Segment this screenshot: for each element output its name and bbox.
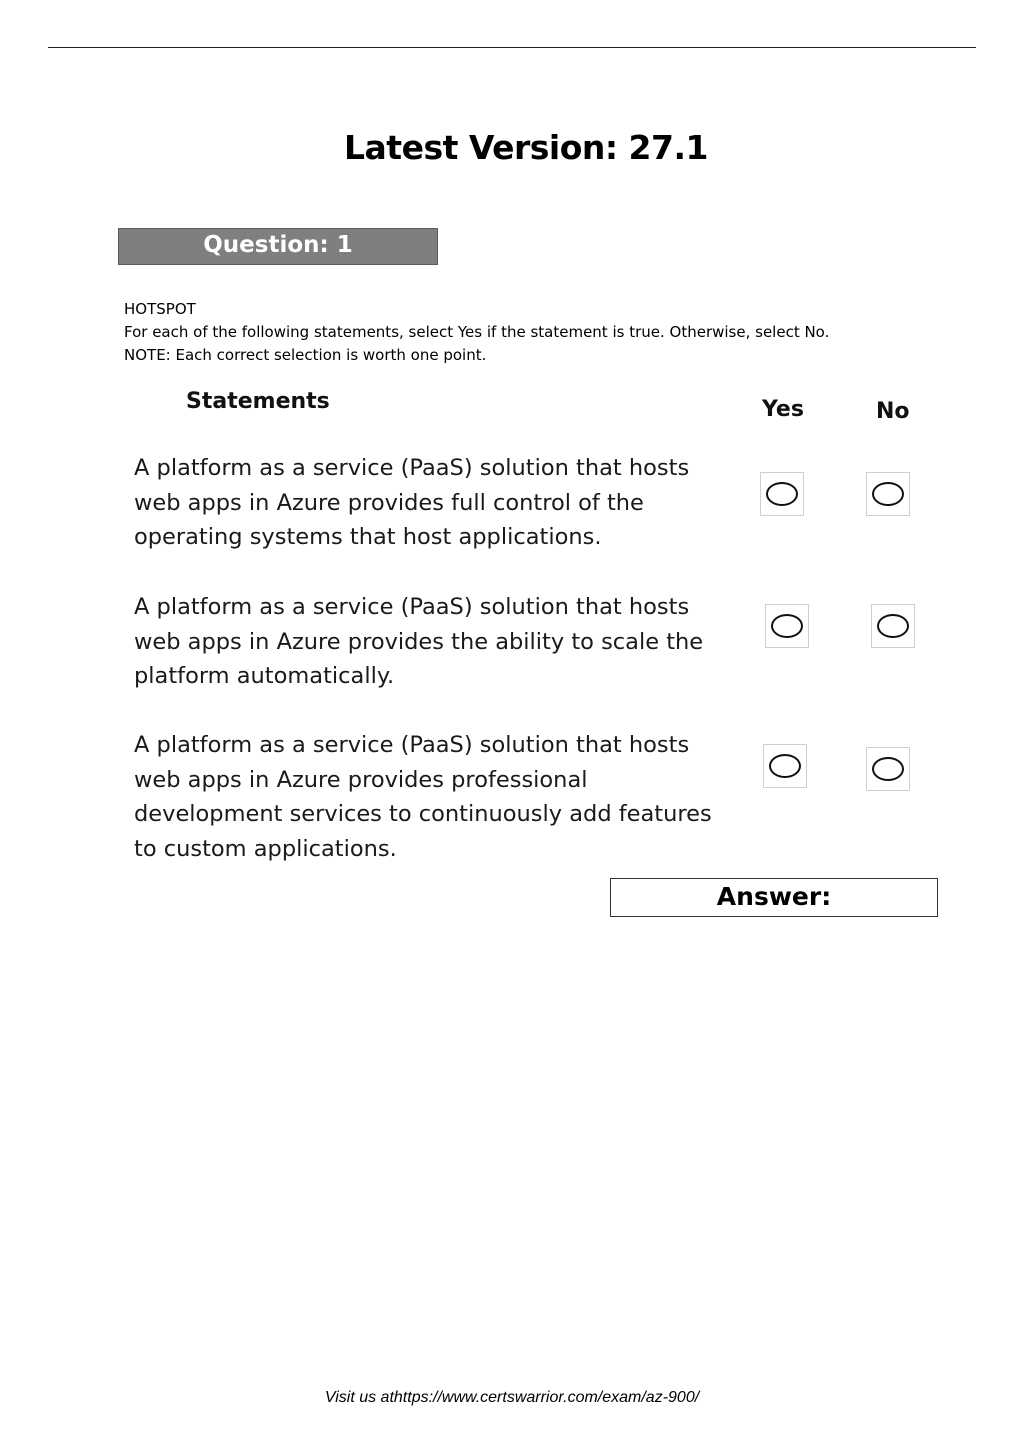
radio-circle-icon <box>877 614 909 638</box>
statement-line: web apps in Azure provides the ability to scale the <box>134 628 704 655</box>
answer-box <box>610 878 938 917</box>
question-instruction: For each of the following statements, select Yes if the statement is true. Otherwise, select No. <box>124 323 830 341</box>
statement-line: A platform as a service (PaaS) solution that hosts <box>134 594 690 620</box>
statement-3-no-radio[interactable] <box>866 747 910 791</box>
statement-line: A platform as a service (PaaS) solution that hosts <box>134 732 690 758</box>
statement-line: operating systems that host applications. <box>134 524 602 550</box>
top-divider <box>48 47 976 48</box>
question-note: NOTE: Each correct selection is worth one point. <box>124 346 487 364</box>
statements-header: Statements <box>186 389 330 414</box>
statement-2-no-radio[interactable] <box>871 604 915 648</box>
statement-3-yes-radio[interactable] <box>763 744 807 788</box>
statement-3 <box>134 728 744 866</box>
radio-circle-icon <box>872 757 904 781</box>
statement-1-no-radio[interactable] <box>866 472 910 516</box>
statement-line: web apps in Azure provides professional <box>134 766 588 793</box>
radio-circle-icon <box>769 754 801 778</box>
statement-1 <box>134 451 744 555</box>
radio-circle-icon <box>766 482 798 506</box>
hotspot-area <box>118 385 938 870</box>
statement-2 <box>134 590 744 694</box>
question-banner <box>118 228 438 265</box>
statement-line: web apps in Azure provides full control of the <box>134 489 644 516</box>
statement-line: to custom applications. <box>134 835 397 862</box>
radio-circle-icon <box>771 614 803 638</box>
statement-2-yes-radio[interactable] <box>765 604 809 648</box>
page-title: Latest Version: 27.1 <box>344 128 708 167</box>
question-intro <box>124 298 829 367</box>
footer-link[interactable]: Visit us athttps://www.certswarrior.com/exam/az-900/ <box>324 1389 700 1406</box>
radio-circle-icon <box>872 482 904 506</box>
statement-line: development services to continuously add features <box>134 801 712 827</box>
statement-line: platform automatically. <box>134 663 395 689</box>
answer-label: Answer: <box>716 882 832 911</box>
statement-1-yes-radio[interactable] <box>760 472 804 516</box>
statement-line: A platform as a service (PaaS) solution that hosts <box>134 455 690 481</box>
yes-header: Yes <box>762 397 804 422</box>
question-type: HOTSPOT <box>124 300 196 318</box>
no-header: No <box>876 399 910 424</box>
question-label: Question: 1 <box>203 232 353 258</box>
